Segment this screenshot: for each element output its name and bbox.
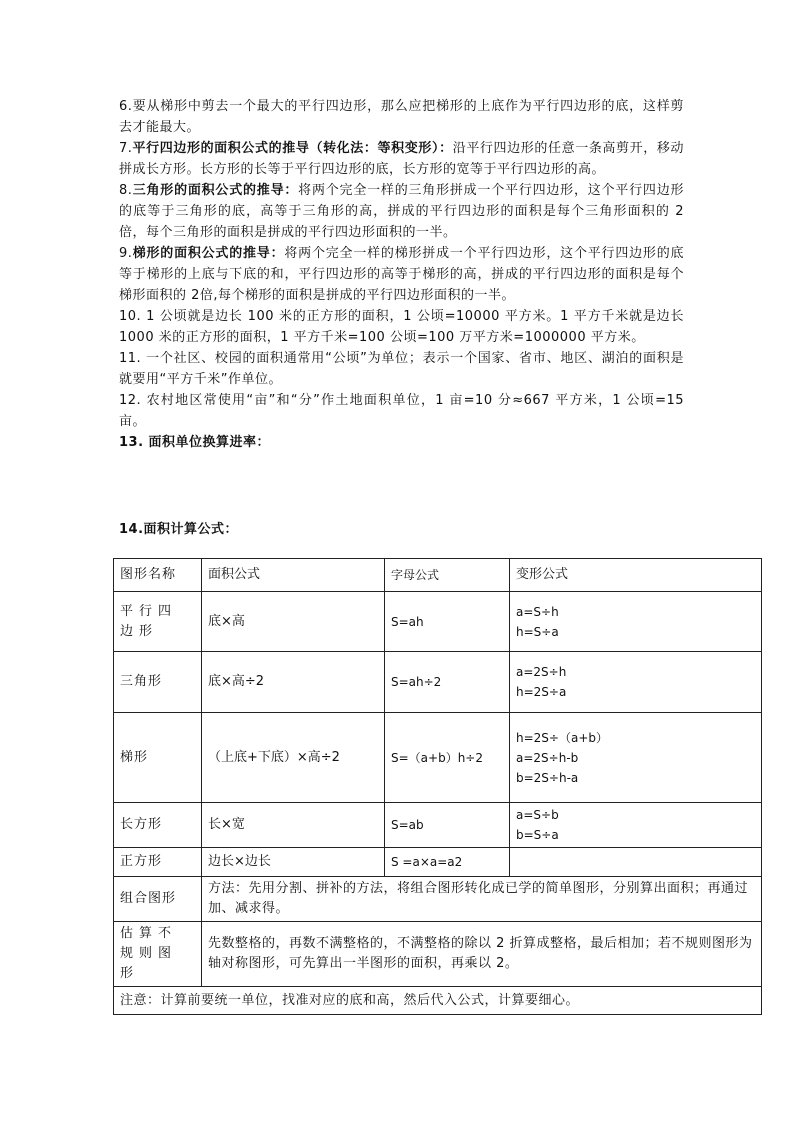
table-row	[114, 592, 762, 652]
shape-name: 正方形	[114, 848, 202, 877]
table-row-irregular	[114, 922, 762, 987]
shape-name: 组合图形	[114, 877, 202, 922]
heading-13: 13. 面积单位换算进率：	[119, 435, 271, 450]
letter-formula: S=ab	[385, 803, 510, 848]
area-formula: 底×高÷2	[202, 652, 385, 713]
table-row	[114, 713, 762, 803]
header-letter: 字母公式	[385, 559, 510, 592]
header-shape: 图形名称	[114, 559, 202, 592]
note: 注意：计算前要统一单位，找准对应的底和高，然后代入公式，计算要细心。	[114, 987, 762, 1015]
shape-name: 长方形	[114, 803, 202, 848]
item-12: 12. 农村地区常使用“亩”和“分”作土地面积单位，1 亩=10 分≈667 平方米，1 公顷=15 亩。	[119, 393, 684, 429]
item-6: 6.要从梯形中剪去一个最大的平行四边形，那么应把梯形的上底作为平行四边形的底，这样剪去才能最大。	[119, 99, 684, 135]
area-formula: 底×高	[202, 592, 385, 652]
table-row-note	[114, 987, 762, 1015]
item-7: 7.平行四边形的面积公式的推导（转化法：等积变形）：沿平行四边形的任意一条高剪开，移动拼成长方形。长方形的长等于平行四边形的底，长方形的宽等于平行四边形的高。	[119, 141, 684, 177]
shape-name: 平行四边形	[114, 592, 202, 652]
shape-name: 估算不规则图形	[114, 922, 202, 987]
variant-formulas	[510, 848, 762, 877]
shape-name: 三角形	[114, 652, 202, 713]
letter-formula: S=（a+b）h÷2	[385, 713, 510, 803]
table-header-row	[114, 559, 762, 592]
letter-formula: S =a×a=a2	[385, 848, 510, 877]
item-9: 9.梯形的面积公式的推导：将两个完全一样的梯形拼成一个平行四边形，这个平行四边形的底等于梯形的上底与下底的和，平行四边形的高等于梯形的高，拼成的平行四边形的面积是每个梯形面积的 2倍,每个梯形的面积是拼成的平行四边形面积的一半。	[119, 246, 684, 303]
table-row-combined	[114, 877, 762, 922]
combined-method: 方法：先用分割、拼补的方法，将组合图形转化成已学的简单图形，分别算出面积；再通过加、减求得。	[202, 877, 762, 922]
variant-formulas: a=2S÷h h=2S÷a	[510, 652, 762, 713]
variant-formulas: a=S÷b b=S÷a	[510, 803, 762, 848]
table-row	[114, 652, 762, 713]
item-10: 10. 1 公顷就是边长 100 米的正方形的面积，1 公顷=10000 平方米。1 平方千米就是边长 1000 米的正方形的面积，1 平方千米=100 公顷=100 万平方米=1000000 平方米。	[119, 309, 684, 345]
table-row	[114, 803, 762, 848]
area-formula: 长×宽	[202, 803, 385, 848]
item-11: 11. 一个社区、校园的面积通常用“公顷”为单位；表示一个国家、省市、地区、湖泊的面积是就要用“平方千米”作单位。	[119, 351, 684, 387]
item-8: 8.三角形的面积公式的推导：将两个完全一样的三角形拼成一个平行四边形，这个平行四边形的底等于三角形的底，高等于三角形的高，拼成的平行四边形的面积是每个三角形面积的 2 倍，每个三角形的面积是拼成的平行四边形面积的一半。	[119, 183, 684, 240]
area-formula: 边长×边长	[202, 848, 385, 877]
table-row	[114, 848, 762, 877]
formula-table	[113, 558, 762, 1015]
shape-name: 梯形	[114, 713, 202, 803]
irregular-method: 先数整格的，再数不满整格的，不满整格的除以 2 折算成整格，最后相加；若不规则图形为轴对称图形，可先算出一半图形的面积，再乘以 2。	[202, 922, 762, 987]
letter-formula: S=ah	[385, 592, 510, 652]
notes-body	[119, 96, 684, 453]
heading-14: 14.面积计算公式：	[119, 522, 239, 537]
letter-formula: S=ah÷2	[385, 652, 510, 713]
header-area: 面积公式	[202, 559, 385, 592]
area-formula: （上底+下底）×高÷2	[202, 713, 385, 803]
variant-formulas: a=S÷h h=S÷a	[510, 592, 762, 652]
header-variant: 变形公式	[510, 559, 762, 592]
variant-formulas: h=2S÷（a+b） a=2S÷h-b b=2S÷h-a	[510, 713, 762, 803]
